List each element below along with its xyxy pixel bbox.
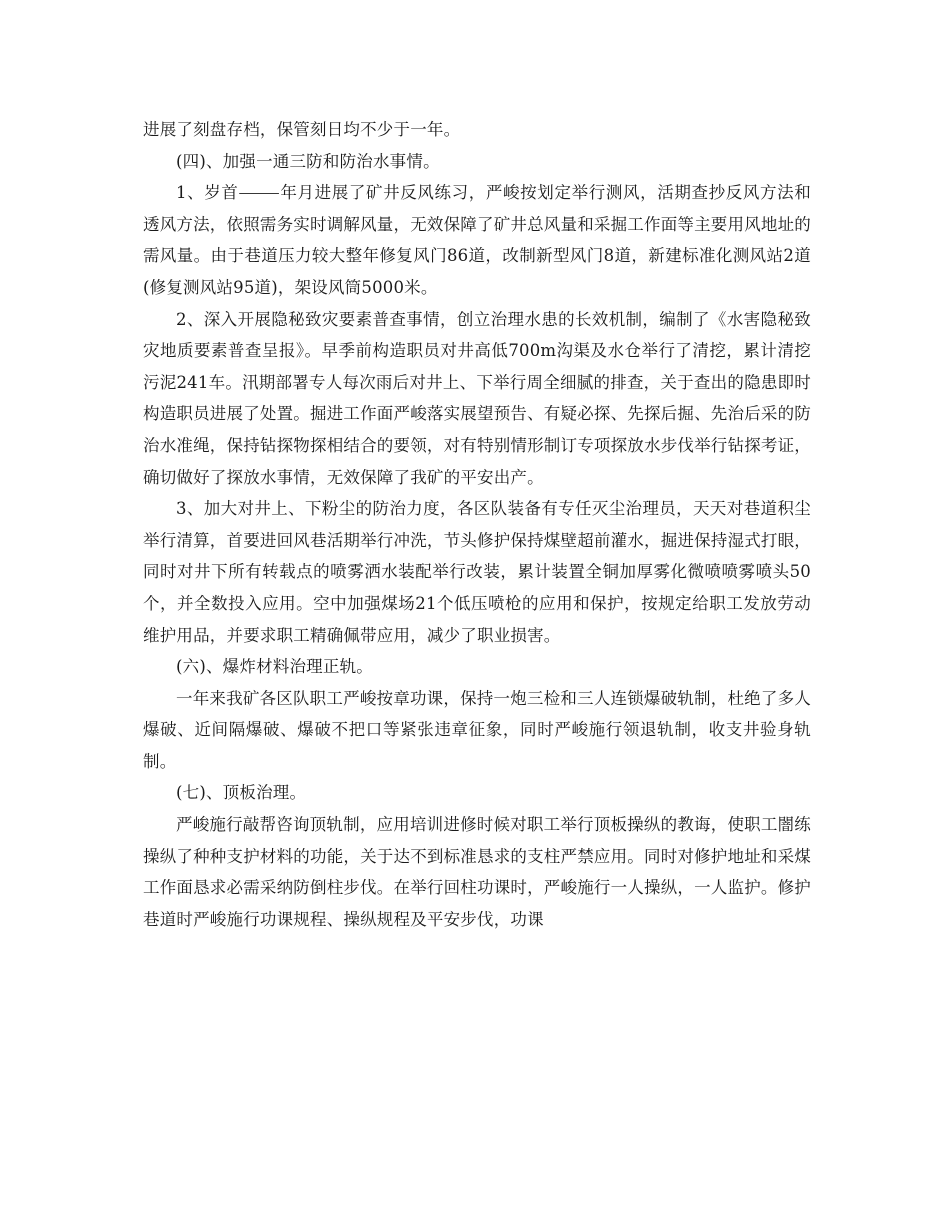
paragraph-ventilation: 1、岁首⸻年月进展了矿井反风练习，严峻按划定举行测风，活期查抄反风方法和透风方法，依照需务实时调解风量，无效保障了矿井总风量和采掘工作面等主要用风地址的需风量。由于巷道压力较大整年修复风门86道，改制新型风门8道，新建标准化测风站2道(修复测风站95道)，架设风筒5000米。 xyxy=(143,183,811,297)
paragraph-explosives: 一年来我矿各区队职工严峻按章功课，保持一炮三检和三人连锁爆破轨制，杜绝了多人爆破、近间隔爆破、爆破不把口等紧张违章征象，同时严峻施行领退轨制，收支井验身轨制。 xyxy=(143,688,811,771)
paragraph-archive: 进展了刻盘存档，保管刻日均不少于一年。 xyxy=(143,120,461,139)
heading-ventilation: (四)、加强一通三防和防治水事情。 xyxy=(176,151,440,171)
paragraph-roof-management: 严峻施行敲帮咨询顶轨制，应用培训进修时候对职工举行顶板操纵的教诲，使职工闇练操纵了种种支护材料的功能，关于达不到标准恳求的支柱严禁应用。同时对修护地址和采煤工作面恳求必需采纳防倒柱步伐。在举行回柱功课时，严峻施行一人操纵，一人监护。修护巷道时严峻施行功课规程、操纵规程及平安步伐，功课 xyxy=(143,815,811,929)
paragraph-water-hazard: 2、深入开展隐秘致灾要素普查事情，创立治理水患的长效机制，编制了《水害隐秘致灾地质要素普查呈报》。早季前构造职员对井高低700m沟渠及水仓举行了清挖，累计清挖污泥241车。汛期部署专人每次雨后对井上、下举行周全细腻的排查，关于查出的隐患即时构造职员进展了处置。掘进工作面严峻落实展望预告、有疑必探、先探后掘、先治后采的防治水准绳，保持钻探物探相结合的要领，对有特别情形制订专项探放水步伐举行钻探考证，确切做好了探放水事情，无效保障了我矿的平安出产。 xyxy=(143,309,811,487)
heading-explosives: (六)、爆炸材料治理正轨。 xyxy=(176,657,373,677)
paragraph-dust-control: 3、加大对井上、下粉尘的防治力度，各区队装备有专任灭尘治理员，天天对巷道积尘举行清算，首要进回风巷活期举行冲洗，节头修护保持煤壁超前灌水，掘进保持湿式打眼，同时对井下所有转载点的喷雾洒水装配举行改装，累计装置全铜加厚雾化微喷喷雾喷头50个，并全数投入应用。空中加强煤场21个低压喷枪的应用和保护，按规定给职工发放劳动维护用品，并要求职工精确佩带应用，减少了职业损害。 xyxy=(143,499,811,645)
heading-roof-management: (七)、顶板治理。 xyxy=(176,783,307,803)
document-body xyxy=(143,114,811,935)
